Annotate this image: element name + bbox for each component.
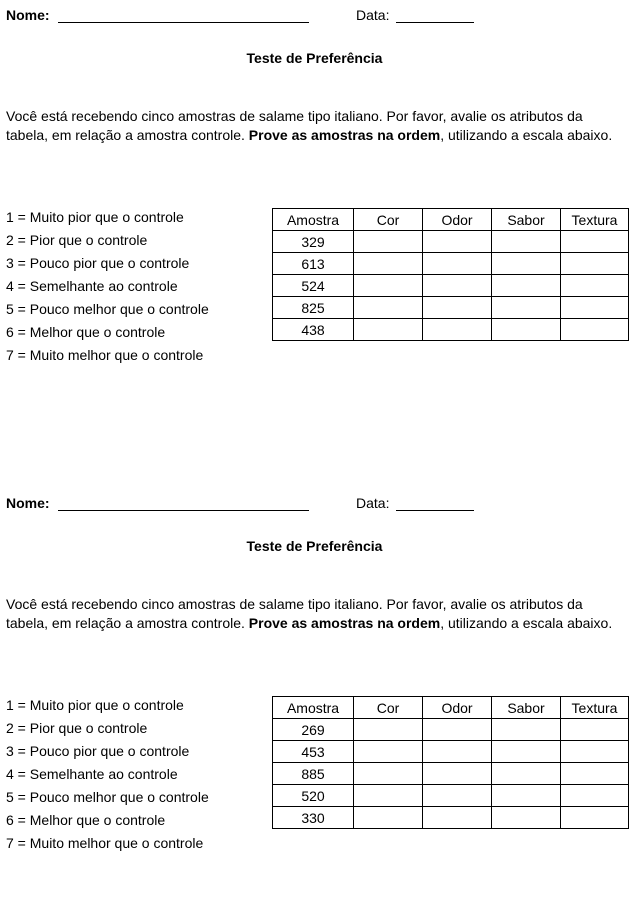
- table-row: [273, 741, 629, 763]
- rating-cell-odor[interactable]: [423, 741, 492, 763]
- rating-cell-cor[interactable]: [354, 807, 423, 829]
- header-textura: Textura: [561, 209, 629, 231]
- rating-cell-sabor[interactable]: [492, 785, 561, 807]
- scale-item: 5 = Pouco melhor que o controle: [6, 789, 209, 805]
- header-sabor: Sabor: [492, 209, 561, 231]
- nome-line: [58, 22, 309, 23]
- rating-cell-sabor[interactable]: [492, 719, 561, 741]
- intro-text-2: , utilizando a escala abaixo.: [440, 127, 613, 143]
- table-row: [273, 807, 629, 829]
- rating-cell-cor[interactable]: [354, 253, 423, 275]
- table-header-row: [273, 209, 629, 231]
- sample-code: 885: [273, 763, 354, 785]
- rating-cell-sabor[interactable]: [492, 253, 561, 275]
- rating-cell-textura[interactable]: [561, 297, 629, 319]
- intro-paragraph: [6, 107, 618, 145]
- table-row: [273, 231, 629, 253]
- data-label: Data:: [356, 495, 390, 511]
- rating-cell-sabor[interactable]: [492, 763, 561, 785]
- preference-form-2: [0, 488, 629, 908]
- sample-code: 613: [273, 253, 354, 275]
- table-row: [273, 297, 629, 319]
- nome-label: Nome:: [6, 495, 50, 511]
- sample-code: 269: [273, 719, 354, 741]
- scale-item: 1 = Muito pior que o controle: [6, 209, 184, 225]
- sample-code: 520: [273, 785, 354, 807]
- table-row: [273, 785, 629, 807]
- intro-text-1: Você está recebendo cinco amostras de salame tipo italiano. Por favor, avalie os atributos da tabela, em relação a amostra controle.: [6, 596, 583, 631]
- scale-list: [6, 208, 209, 369]
- rating-cell-cor[interactable]: [354, 231, 423, 253]
- rating-cell-cor[interactable]: [354, 785, 423, 807]
- scale-item: 3 = Pouco pior que o controle: [6, 743, 190, 759]
- rating-cell-textura[interactable]: [561, 719, 629, 741]
- rating-cell-odor[interactable]: [423, 319, 492, 341]
- rating-cell-cor[interactable]: [354, 741, 423, 763]
- intro-paragraph: [6, 595, 618, 633]
- rating-cell-odor[interactable]: [423, 275, 492, 297]
- preference-form-1: [0, 0, 629, 420]
- nome-label: Nome:: [6, 7, 50, 23]
- sample-code: 524: [273, 275, 354, 297]
- table-row: [273, 763, 629, 785]
- rating-cell-cor[interactable]: [354, 763, 423, 785]
- rating-cell-odor[interactable]: [423, 719, 492, 741]
- rating-cell-textura[interactable]: [561, 807, 629, 829]
- scale-item: 6 = Melhor que o controle: [6, 324, 166, 340]
- rating-cell-odor[interactable]: [423, 785, 492, 807]
- scale-item: 6 = Melhor que o controle: [6, 812, 166, 828]
- rating-cell-cor[interactable]: [354, 319, 423, 341]
- rating-cell-odor[interactable]: [423, 253, 492, 275]
- form-title: Teste de Preferência: [246, 538, 383, 554]
- nome-line: [58, 510, 309, 511]
- intro-text-2: , utilizando a escala abaixo.: [440, 615, 613, 631]
- data-line: [396, 22, 474, 23]
- rating-cell-textura[interactable]: [561, 275, 629, 297]
- rating-cell-odor[interactable]: [423, 231, 492, 253]
- rating-cell-odor[interactable]: [423, 297, 492, 319]
- rating-cell-textura[interactable]: [561, 785, 629, 807]
- header-cor: Cor: [354, 209, 423, 231]
- intro-bold: Prove as amostras na ordem: [248, 615, 441, 631]
- sample-code: 329: [273, 231, 354, 253]
- scale-item: 3 = Pouco pior que o controle: [6, 255, 190, 271]
- scale-item: 5 = Pouco melhor que o controle: [6, 301, 209, 317]
- sample-code: 330: [273, 807, 354, 829]
- header-amostra: Amostra: [273, 209, 354, 231]
- rating-cell-sabor[interactable]: [492, 275, 561, 297]
- sample-code: 438: [273, 319, 354, 341]
- data-line: [396, 510, 474, 511]
- scale-item: 2 = Pior que o controle: [6, 720, 148, 736]
- scale-item: 4 = Semelhante ao controle: [6, 278, 178, 294]
- scale-item: 2 = Pior que o controle: [6, 232, 148, 248]
- table-row: [273, 253, 629, 275]
- header-odor: Odor: [423, 209, 492, 231]
- table-header-row: [273, 697, 629, 719]
- scale-item: 7 = Muito melhor que o controle: [6, 835, 204, 851]
- header-odor: Odor: [423, 697, 492, 719]
- rating-table: [272, 208, 629, 341]
- rating-cell-sabor[interactable]: [492, 231, 561, 253]
- data-label: Data:: [356, 7, 390, 23]
- rating-cell-textura[interactable]: [561, 319, 629, 341]
- rating-cell-cor[interactable]: [354, 719, 423, 741]
- intro-text-1: Você está recebendo cinco amostras de salame tipo italiano. Por favor, avalie os atributos da tabela, em relação a amostra controle.: [6, 108, 583, 143]
- rating-cell-odor[interactable]: [423, 807, 492, 829]
- rating-cell-cor[interactable]: [354, 297, 423, 319]
- scale-item: 7 = Muito melhor que o controle: [6, 347, 204, 363]
- rating-cell-sabor[interactable]: [492, 741, 561, 763]
- sample-code: 453: [273, 741, 354, 763]
- rating-cell-textura[interactable]: [561, 741, 629, 763]
- table-row: [273, 719, 629, 741]
- rating-cell-cor[interactable]: [354, 275, 423, 297]
- table-row: [273, 319, 629, 341]
- form-title: Teste de Preferência: [246, 50, 383, 66]
- rating-cell-sabor[interactable]: [492, 297, 561, 319]
- rating-table: [272, 696, 629, 829]
- intro-bold: Prove as amostras na ordem: [248, 127, 441, 143]
- rating-cell-textura[interactable]: [561, 231, 629, 253]
- scale-item: 1 = Muito pior que o controle: [6, 697, 184, 713]
- header-sabor: Sabor: [492, 697, 561, 719]
- rating-cell-textura[interactable]: [561, 253, 629, 275]
- table-row: [273, 275, 629, 297]
- rating-cell-odor[interactable]: [423, 763, 492, 785]
- sample-code: 825: [273, 297, 354, 319]
- header-cor: Cor: [354, 697, 423, 719]
- rating-cell-sabor[interactable]: [492, 319, 561, 341]
- scale-list: [6, 696, 209, 857]
- header-amostra: Amostra: [273, 697, 354, 719]
- rating-cell-sabor[interactable]: [492, 807, 561, 829]
- scale-item: 4 = Semelhante ao controle: [6, 766, 178, 782]
- rating-cell-textura[interactable]: [561, 763, 629, 785]
- header-textura: Textura: [561, 697, 629, 719]
